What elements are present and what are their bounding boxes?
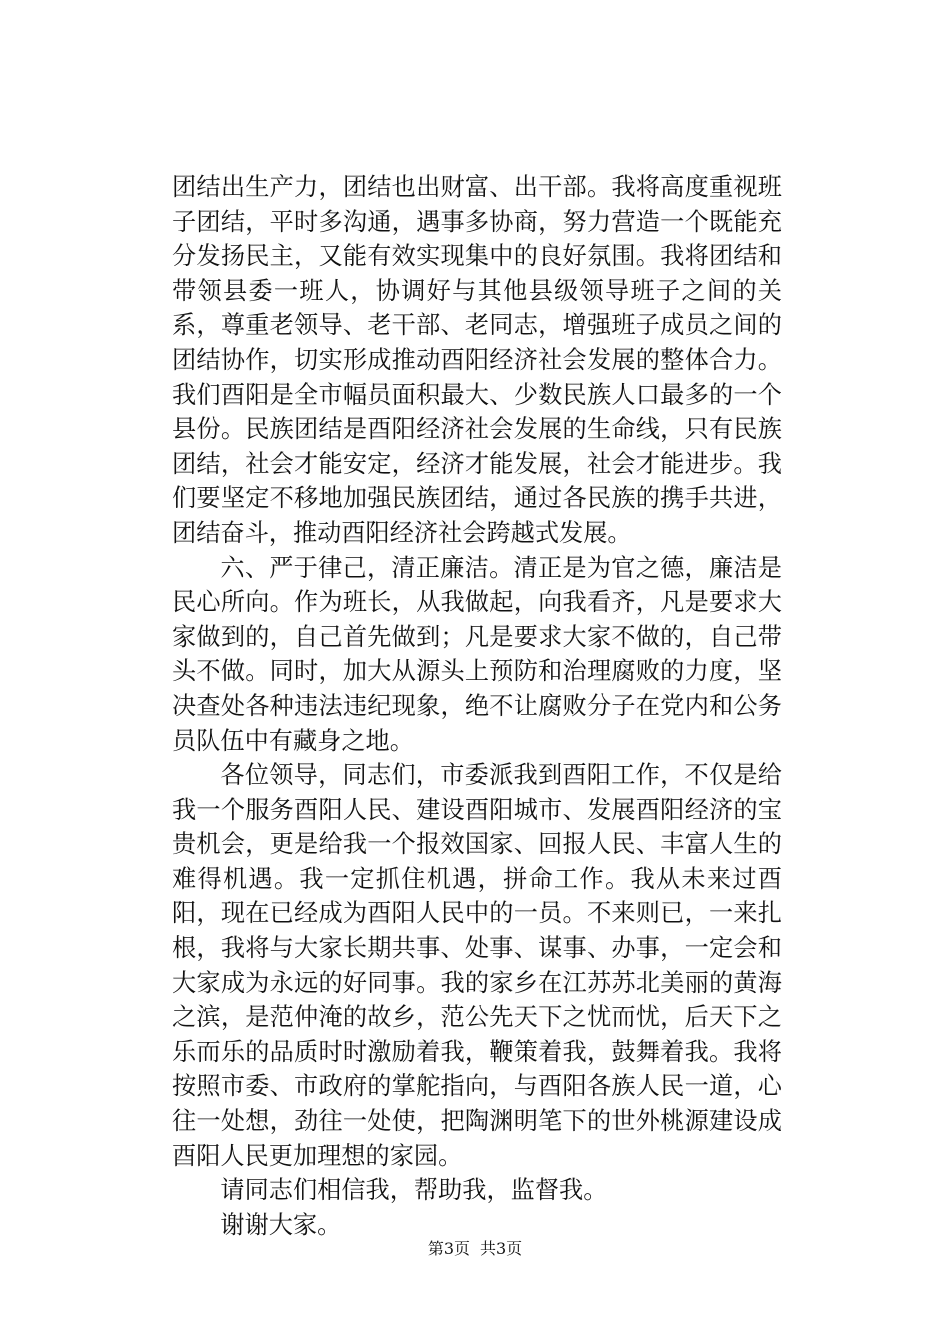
paragraph-thanks: 谢谢大家。 bbox=[220, 1210, 342, 1239]
document-body bbox=[172, 170, 782, 1242]
paragraph-integrity: 六、严于律己，清正廉洁。清正是为官之德，廉洁是民心所向。作为班长，从我做起，向我看齐，凡是要求大家做到的，自己首先做到；凡是要求大家不做的，自己带头不做。同时，加大从源头上预防和治理腐败的力度，坚决查处各种违法违纪现象，绝不让腐败分子在党内和公务员队伍中有藏身之地。 bbox=[172, 553, 782, 755]
page-footer bbox=[0, 1239, 950, 1259]
paragraph-request: 请同志们相信我，帮助我，监督我。 bbox=[220, 1176, 608, 1205]
paragraph-unity: 团结出生产力，团结也出财富、出干部。我将高度重视班子团结，平时多沟通，遇事多协商，努力营造一个既能充分发扬民主，又能有效实现集中的良好氛围。我将团结和带领县委一班人，协调好与其他县级领导班子之间的关系，尊重老领导、老干部、老同志，增强班子成员之间的团结协作，切实形成推动酉阳经济社会发展的整体合力。我们酉阳是全市幅员面积最大、少数民族人口最多的一个县份。民族团结是酉阳经济社会发展的生命线，只有民族团结，社会才能安定，经济才能发展，社会才能进步。我们要坚定不移地加强民族团结，通过各民族的携手共进，团结奋斗，推动酉阳经济社会跨越式发展。 bbox=[172, 173, 782, 547]
paragraph-commitment: 各位领导，同志们，市委派我到酉阳工作，不仅是给我一个服务酉阳人民、建设酉阳城市、发展酉阳经济的宝贵机会，更是给我一个报效国家、回报人民、丰富人生的难得机遇。我一定抓住机遇，拼命工作。我从未来过酉阳，现在已经成为酉阳人民中的一员。不来则已，一来扎根，我将与大家长期共事、处事、谋事、办事，一定会和大家成为永远的好同事。我的家乡在江苏苏北美丽的黄海之滨，是范仲淹的故乡，范公先天下之忧而忧，后天下之乐而乐的品质时时激励着我，鞭策着我，鼓舞着我。我将按照市委、市政府的掌舵指向，与酉阳各族人民一道，心往一处想，劲往一处使，把陶渊明笔下的世外桃源建设成酉阳人民更加理想的家园。 bbox=[172, 761, 782, 1170]
page-number-current: 第3页 bbox=[427, 1239, 470, 1258]
page-number-total: 共3页 bbox=[480, 1239, 523, 1258]
